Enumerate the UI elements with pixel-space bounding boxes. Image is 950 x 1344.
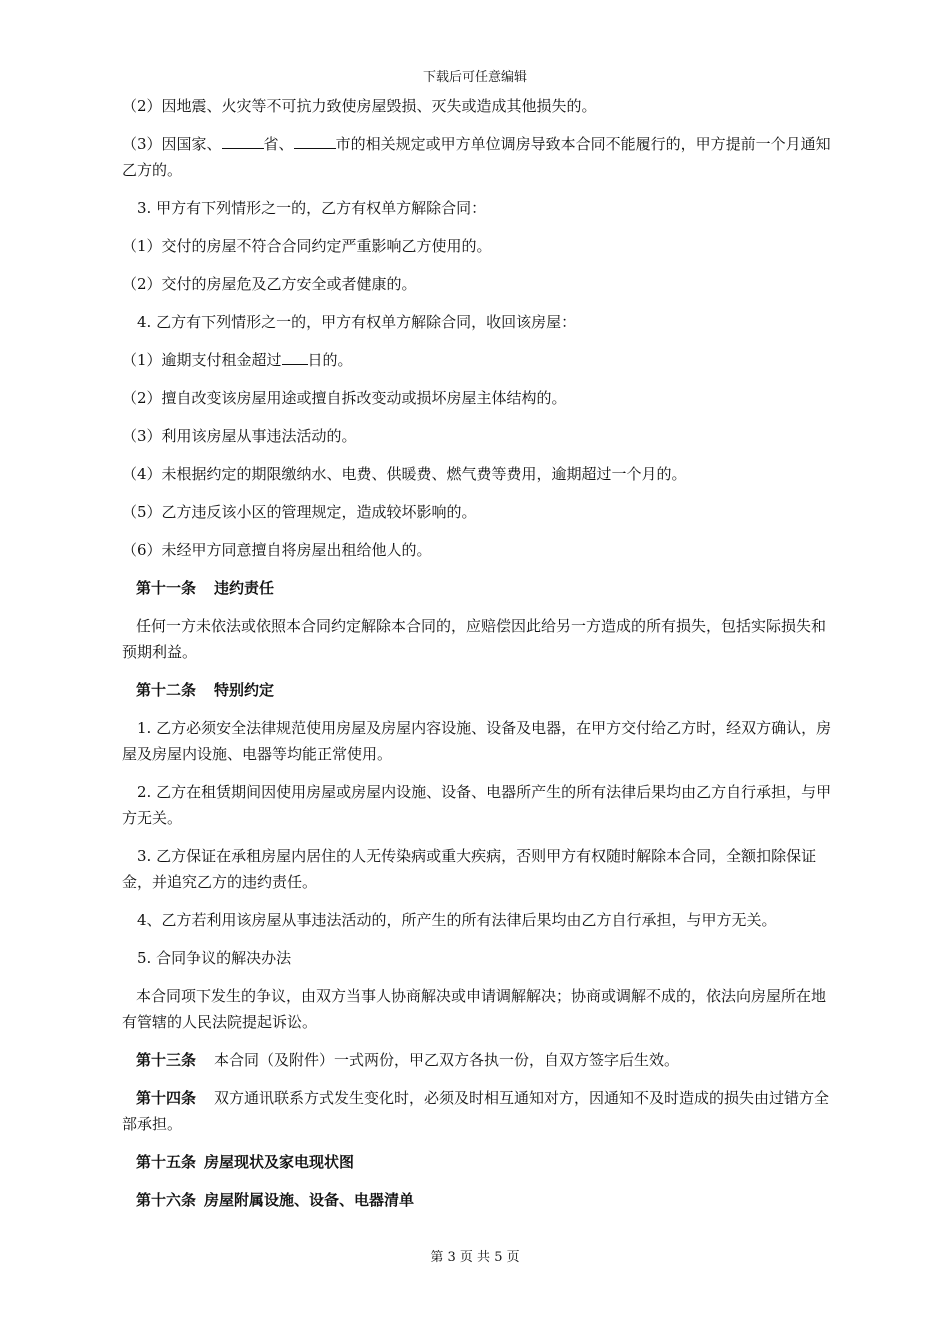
page-header: 下载后可任意编辑 bbox=[422, 70, 527, 85]
clause-item: （2）擅自改变该房屋用途或擅自拆改变动或损坏房屋主体结构的。 bbox=[122, 389, 567, 407]
article-11-heading: 第十一条 违约责任 bbox=[136, 579, 275, 597]
article-15-heading: 第十五条 房屋现状及家电现状图 bbox=[136, 1153, 355, 1171]
clause-heading: 3. 甲方有下列情形之一的，乙方有权单方解除合同： bbox=[137, 199, 487, 217]
blank-province bbox=[222, 134, 264, 149]
article-12-item: 本合同项下发生的争议，由双方当事人协商解决或申请调解解决；协商或调解不成的，依法向房屋所在地有管辖的人民法院提起诉讼。 bbox=[122, 987, 827, 1031]
article-12-item: 1. 乙方必须安全法律规范使用房屋及房屋内容设施、设备及电器，在甲方交付给乙方时，经双方确认，房屋及房屋内设施、电器等均能正常使用。 bbox=[122, 719, 832, 763]
clause-heading: 4. 乙方有下列情形之一的，甲方有权单方解除合同，收回该房屋： bbox=[137, 313, 577, 331]
clause-item: （3）因国家、 省、 市的相关规定或甲方单位调房导致本合同不能履行的，甲方提前一个月通知乙方的。 bbox=[122, 135, 831, 179]
article-12-item: 3. 乙方保证在承租房屋内居住的人无传染病或重大疾病，否则甲方有权随时解除本合同，全额扣除保证金，并追究乙方的违约责任。 bbox=[122, 847, 817, 891]
clause-item: （1）逾期支付租金超过 日的。 bbox=[122, 351, 353, 369]
article-12-item: 2. 乙方在租赁期间因使用房屋或房屋内设施、设备、电器所产生的所有法律后果均由乙方自行承担，与甲方无关。 bbox=[122, 783, 832, 827]
article-11-body: 任何一方未依法或依照本合同约定解除本合同的，应赔偿因此给另一方造成的所有损失，包括实际损失和预期利益。 bbox=[122, 617, 827, 661]
document-body bbox=[122, 93, 834, 1225]
blank-days bbox=[282, 350, 308, 365]
clause-item: （2）交付的房屋危及乙方安全或者健康的。 bbox=[122, 275, 417, 293]
article-14: 第十四条 双方通讯联系方式发生变化时，必须及时相互通知对方，因通知不及时造成的损失由过错方全部承担。 bbox=[122, 1089, 830, 1133]
article-13: 第十三条 本合同（及附件）一式两份，甲乙双方各执一份，自双方签字后生效。 bbox=[136, 1051, 680, 1069]
article-12-heading: 第十二条 特别约定 bbox=[136, 681, 275, 699]
clause-item: （5）乙方违反该小区的管理规定，造成较坏影响的。 bbox=[122, 503, 477, 521]
clause-item: （6）未经甲方同意擅自将房屋出租给他人的。 bbox=[122, 541, 432, 559]
clause-item: （4）未根据约定的期限缴纳水、电费、供暖费、燃气费等费用，逾期超过一个月的。 bbox=[122, 465, 687, 483]
article-12-item: 4、乙方若利用该房屋从事违法活动的，所产生的所有法律后果均由乙方自行承担，与甲方无关。 bbox=[137, 911, 777, 929]
blank-city bbox=[294, 134, 336, 149]
article-16-heading: 第十六条 房屋附属设施、设备、电器清单 bbox=[136, 1191, 415, 1209]
article-12-item: 5. 合同争议的解决办法 bbox=[137, 949, 292, 967]
page-footer: 第 3 页 共 5 页 bbox=[430, 1250, 520, 1265]
clause-item: （3）利用该房屋从事违法活动的。 bbox=[122, 427, 357, 445]
clause-item: （2）因地震、火灾等不可抗力致使房屋毁损、灭失或造成其他损失的。 bbox=[122, 97, 597, 115]
clause-item: （1）交付的房屋不符合合同约定严重影响乙方使用的。 bbox=[122, 237, 492, 255]
